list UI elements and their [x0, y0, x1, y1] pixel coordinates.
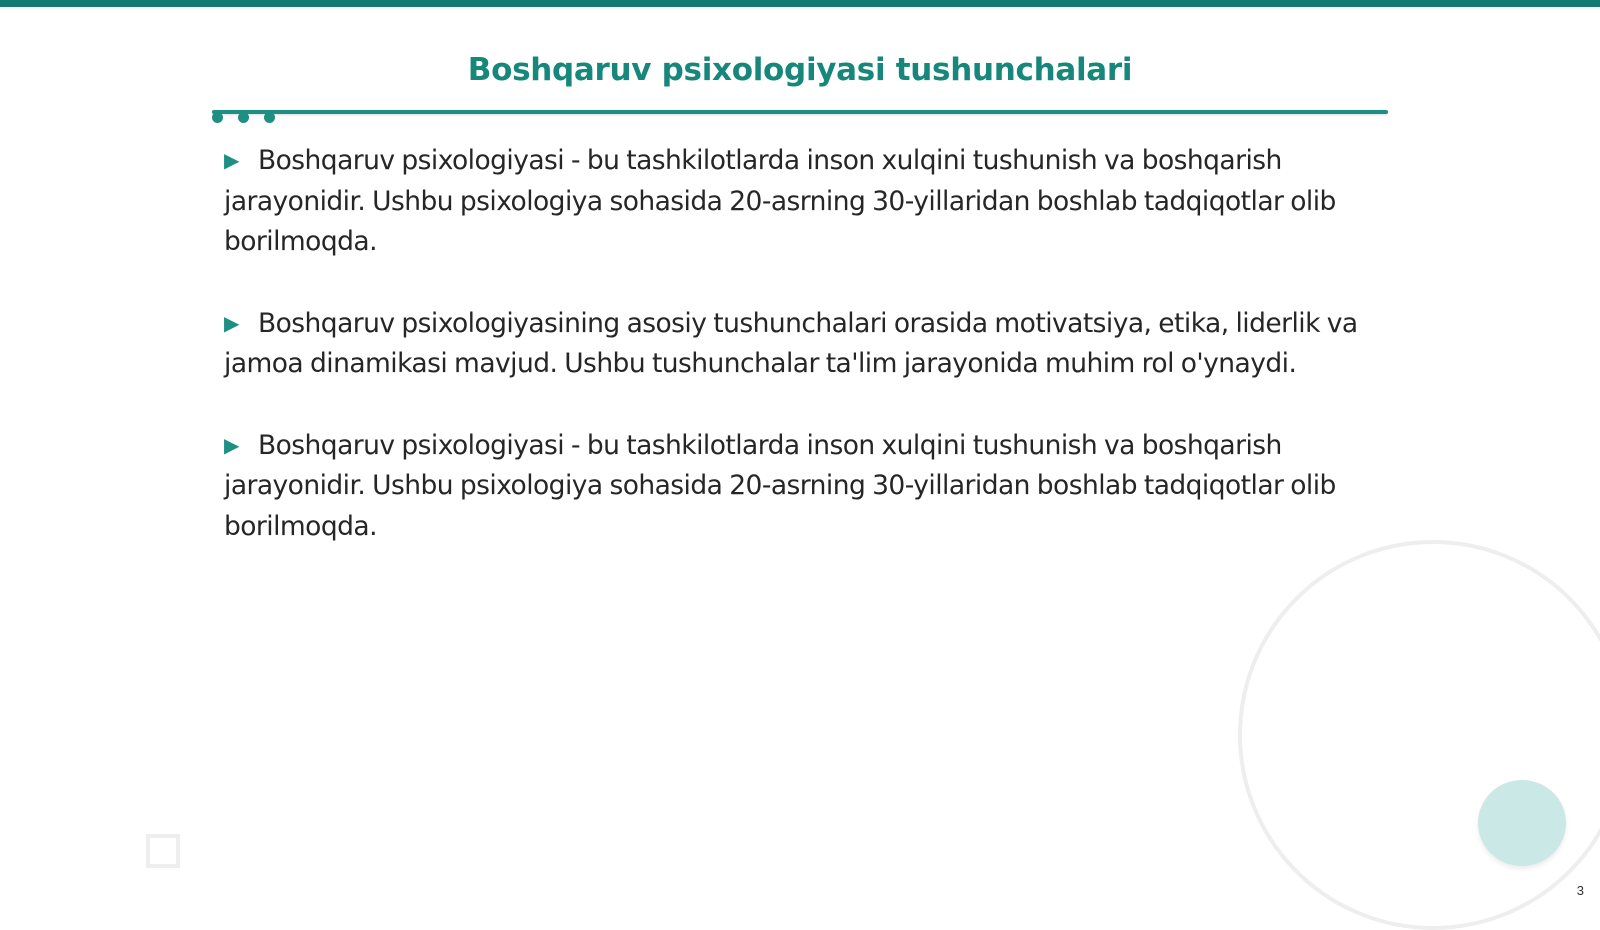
triangle-right-icon: ▶ [224, 310, 239, 335]
slide-body [224, 140, 1384, 587]
bullet-text: Boshqaruv psixologiyasining asosiy tushunchalari orasida motivatsiya, etika, liderlik va jamoa dinamikasi mavjud. Ushbu tushunchalar ta'lim jarayonida muhim rol o'ynaydi. [224, 307, 1358, 379]
decorative-teal-circle [1478, 780, 1566, 866]
bullet-paragraph [224, 303, 1384, 385]
decorative-square-outline [146, 834, 180, 868]
title-dots-decoration [212, 112, 282, 126]
slide-title: Boshqaruv psixologiyasi tushunchalari [467, 52, 1133, 88]
bullet-paragraph [224, 140, 1384, 263]
decor-dot [212, 112, 223, 123]
decor-dot [238, 112, 249, 123]
page-number: 3 [1576, 883, 1584, 898]
top-accent-bar [0, 0, 1600, 7]
title-underline [212, 110, 1388, 114]
decorative-circle-outline [1238, 540, 1600, 930]
bullet-paragraph [224, 425, 1384, 548]
triangle-right-icon: ▶ [224, 432, 239, 457]
triangle-right-icon: ▶ [224, 148, 239, 172]
bullet-text: Boshqaruv psixologiyasi - bu tashkilotlarda inson xulqini tushunish va boshqarish jarayonidir. Ushbu psixologiya sohasida 20-asrning 30-yillaridan boshlab tadqiqotlar olib borilmoqda. [224, 429, 1336, 542]
decor-dot [264, 112, 275, 123]
bullet-text: Boshqaruv psixologiyasi - bu tashkilotlarda inson xulqini tushunish va boshqarish jarayonidir. Ushbu psixologiya sohasida 20-asrning 30-yillaridan boshlab tadqiqotlar olib borilmoqda. [224, 145, 1336, 257]
